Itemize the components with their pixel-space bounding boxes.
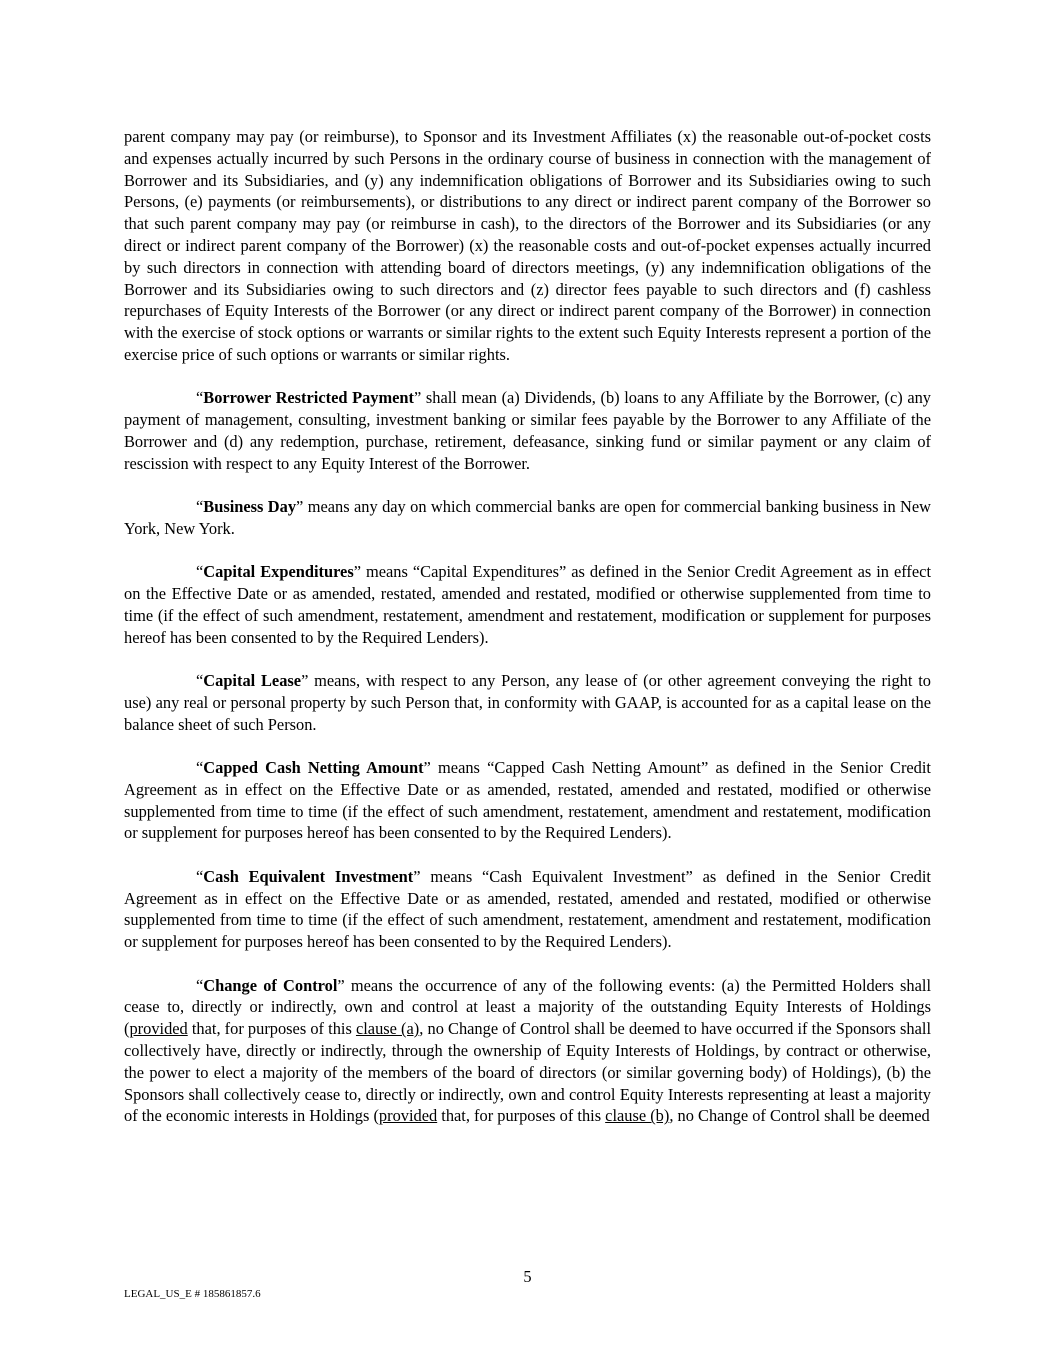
definition-text: , no Change of Control shall be deemed to have occurred if the Sponsors shall collectively have, directly or indirectly, through the ownership of Equity Interests of Holdings, by contract or otherwise, the power to elect a majority of the members of the board of directors (or similar governing body) of Holdings), (b) the Sponsors shall collectively cease to, directly or indirectly, own and control Equity Interests representing at least a majority of the economic interests in Holdings ( xyxy=(124,1019,932,1126)
defined-term: Cash Equivalent Investment xyxy=(203,866,414,886)
definition-text: that, for purposes of this xyxy=(187,1019,356,1039)
document-body xyxy=(124,126,931,1149)
definition-change-of-control xyxy=(124,975,931,1128)
definition-text: ” means “Capital Expenditures” as defined in the Senior Credit Agreement as in effect on the Effective Date or as amended, restated, amended and restated, modified or otherwise supplemented from time to time (if the effect of such amendment, restatement, amendment and restatement, modification or supplement for purposes hereof has been consented to by the Required Lenders). xyxy=(124,562,931,647)
definition-text: ” shall mean (a) Dividends, (b) loans to any Affiliate by the Borrower, (c) any payment of management, consulting, investment banking or similar fees payable by the Borrower to any Affiliate of the Borrower and (d) any redemption, purchase, retirement, defeasance, sinking fund or similar payment or any claim of rescission with respect to any Equity Interest of the Borrower. xyxy=(124,388,931,473)
definition-text: , no Change of Control shall be deemed xyxy=(669,1106,930,1126)
underlined-clause-reference: clause (b) xyxy=(605,1106,670,1126)
definition-capped-cash-netting-amount xyxy=(124,757,931,844)
definition-text: ” means any day on which commercial banks are open for commercial banking business in New York, New York. xyxy=(124,497,931,538)
definition-text: ” means “Cash Equivalent Investment” as defined in the Senior Credit Agreement as in effect on the Effective Date or as amended, restated, amended and restated, modified or otherwise supplemented from time to time (if the effect of such amendment, restatement, amendment and restatement, modification or supplement for purposes hereof has been consented to by the Required Lenders). xyxy=(124,866,931,952)
defined-term: Capital Expenditures xyxy=(203,562,354,582)
open-quote: “ xyxy=(196,671,204,691)
paragraph-continuation xyxy=(124,126,931,366)
underlined-word-provided: provided xyxy=(129,1019,188,1039)
definition-text: that, for purposes of this xyxy=(437,1106,606,1126)
definition-capital-expenditures xyxy=(124,561,931,648)
open-quote: “ xyxy=(196,497,204,517)
defined-term: Capital Lease xyxy=(203,671,302,691)
open-quote: “ xyxy=(196,866,204,886)
open-quote: “ xyxy=(196,388,204,408)
open-quote: “ xyxy=(196,758,204,778)
underlined-word-provided: provided xyxy=(378,1106,438,1126)
underlined-clause-reference: clause (a) xyxy=(355,1019,420,1039)
definition-text: ” means the occurrence of any of the following events: (a) the Permitted Holders shall cease to, directly or indirectly, own and control at least a majority of the outstanding Equity Interests of Holdings ( xyxy=(124,975,932,1039)
open-quote: “ xyxy=(196,562,204,582)
definition-text: ” means, with respect to any Person, any lease of (or other agreement conveying the right to use) any real or personal property by such Person that, in conformity with GAAP, is accounted for as a capital lease on the balance sheet of such Person. xyxy=(124,671,931,734)
open-quote: “ xyxy=(196,975,204,995)
page-number: 5 xyxy=(523,1267,532,1286)
definition-capital-lease xyxy=(124,670,931,735)
definition-text: ” means “Capped Cash Netting Amount” as defined in the Senior Credit Agreement as in effect on the Effective Date or as amended, restated, amended and restated, modified or otherwise supplemented from time to time (if the effect of such amendment, restatement, amendment and restatement, modification or supplement for purposes hereof has been consented to by the Required Lenders). xyxy=(124,758,931,843)
document-id: LEGAL_US_E # 185861857.6 xyxy=(124,1288,261,1300)
definition-business-day xyxy=(124,496,931,540)
defined-term: Borrower Restricted Payment xyxy=(203,388,414,408)
paragraph-text: parent company may pay (or reimburse), to Sponsor and its Investment Affiliates (x) the reasonable out-of-pocket costs and expenses actually incurred by such Persons in the ordinary course of business in connection with the management of Borrower and its Subsidiaries, and (y) any indemnification obligations of Borrower and its Subsidiaries owing to such Persons, (e) payments (or reimbursements), or distributions to any direct or indirect parent company of the Borrower so that such parent company may pay (or reimburse in cash), to the directors of the Borrower and its Subsidiaries (or any direct or indirect parent company of the Borrower) (x) the reasonable costs and out-of-pocket expenses actually incurred by such directors in connection with attending board of directors meetings, (y) any indemnification obligations of the Borrower and its Subsidiaries owing to such directors and (z) director fees payable to such directors and (f) cashless repurchases of Equity Interests of the Borrower (or any direct or indirect parent company of the Borrower) in connection with the exercise of stock options or warrants or similar rights to the extent such Equity Interests represent a portion of the exercise price of such options or warrants or similar rights. xyxy=(124,127,931,364)
definition-cash-equivalent-investment xyxy=(124,866,931,953)
defined-term: Capped Cash Netting Amount xyxy=(203,758,424,778)
definition-borrower-restricted-payment xyxy=(124,387,931,474)
defined-term: Change of Control xyxy=(203,975,338,995)
defined-term: Business Day xyxy=(203,497,297,517)
